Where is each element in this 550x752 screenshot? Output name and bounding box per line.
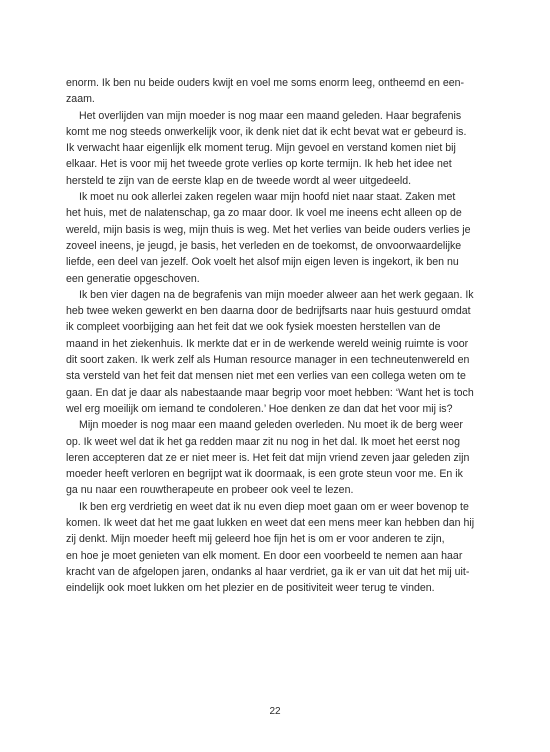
text-line: gaan. En dat je daar als nabestaande maar begrip voor moet hebben: ‘Want het is toch <box>66 386 474 399</box>
text-line: zij denkt. Mijn moeder heeft mij geleerd hoe fijn het is om er voor anderen te zijn, <box>66 533 445 546</box>
text-line: leren accepteren dat ze er niet meer is. Het feit dat mijn vriend zeven jaar geleden zijn <box>66 451 470 464</box>
paragraph <box>66 417 486 498</box>
text-line: op. Ik weet wel dat ik het ga redden maar zit nu nog in het dal. Ik moet het eerst nog <box>66 435 460 448</box>
paragraph <box>66 287 486 417</box>
text-line: wereld, mijn basis is weg, mijn thuis is weg. Met het verlies van beide ouders verlies je <box>66 223 471 236</box>
text-line: liefde, een deel van jezelf. Ook voelt het alsof mijn eigen leven is ingekort, ik ben nu <box>66 256 459 269</box>
text-line: wel erg moeilijk om iemand te condoleren.’ Hoe denken ze dan dat het voor mij is? <box>66 402 453 415</box>
text-line: kracht van de afgelopen jaren, ondanks al haar verdriet, ga ik er van uit dat het mij uit- <box>66 565 470 578</box>
text-line: een generatie opgeschoven. <box>66 272 200 285</box>
body-text <box>66 75 486 597</box>
text-line: komt me nog steeds onwerkelijk voor, ik denk niet dat ik echt bevat wat er gebeurd is. <box>66 125 467 138</box>
paragraph <box>66 189 486 287</box>
text-line: maand in het ziekenhuis. Ik merkte dat er in de werkende wereld weinig ruimte is voor <box>66 337 469 350</box>
text-line: hersteld te zijn van de eerste klap en de tweede wordt al weer uitgedeeld. <box>66 174 412 187</box>
text-line: het huis, met de nalatenschap, ga zo maar door. Ik voel me ineens echt alleen op de <box>66 207 462 220</box>
page-number: 22 <box>269 706 281 717</box>
paragraph <box>66 75 486 108</box>
text-line: elkaar. Het is voor mij het tweede grote verlies op korte termijn. Ik heb het idee net <box>66 158 452 171</box>
text-line: ik compleet voorbijging aan het feit dat we ook fysiek moesten herstellen van de <box>66 321 441 334</box>
text-line: eindelijk ook moet lukken om het plezier en de positiviteit weer terug te vinden. <box>66 582 435 595</box>
text-line: Ik verwacht haar eigenlijk elk moment terug. Mijn gevoel en verstand komen niet bij <box>66 142 456 155</box>
paragraph <box>66 108 486 189</box>
text-line: heb twee weken gewerkt en ben daarna door de bedrijfsarts naar huis gestuurd omdat <box>66 305 471 318</box>
text-line: Ik ben erg verdrietig en weet dat ik nu even diep moet gaan om er weer bovenop te <box>79 500 469 513</box>
text-line: Ik moet nu ook allerlei zaken regelen waar mijn hoofd niet naar staat. Zaken met <box>79 191 456 204</box>
text-line: Het overlijden van mijn moeder is nog maar een maand geleden. Haar begrafenis <box>79 109 462 122</box>
text-line: dit soort zaken. Ik werk zelf als Human resource manager in een techneutenwereld en <box>66 354 470 367</box>
text-line: sta versteld van het feit dat mensen niet met een verlies van een collega weten om te <box>66 370 466 383</box>
text-line: moeder heeft verloren en begrijpt wat ik doormaak, is een grote steun voor me. En ik <box>66 468 463 481</box>
text-line: zoveel ineens, je jeugd, je basis, het verleden en de toekomst, de onvoorwaardelijke <box>66 239 462 252</box>
text-line: Ik ben vier dagen na de begrafenis van mijn moeder alweer aan het werk gegaan. Ik <box>79 288 474 301</box>
paragraph <box>66 499 486 597</box>
text-line: komen. Ik weet dat het me gaat lukken en weet dat een mens meer kan hebben dan hij <box>66 517 475 530</box>
text-line: zaam. <box>66 93 95 106</box>
text-line: Mijn moeder is nog maar een maand geleden overleden. Nu moet ik de berg weer <box>79 419 463 432</box>
text-line: ga nu naar een rouwtherapeute en probeer ook veel te lezen. <box>66 484 354 497</box>
text-line: en hoe je moet genieten van elk moment. En door een voorbeeld te nemen aan haar <box>66 549 463 562</box>
text-line: enorm. Ik ben nu beide ouders kwijt en voel me soms enorm leeg, ontheemd en een- <box>66 77 465 89</box>
